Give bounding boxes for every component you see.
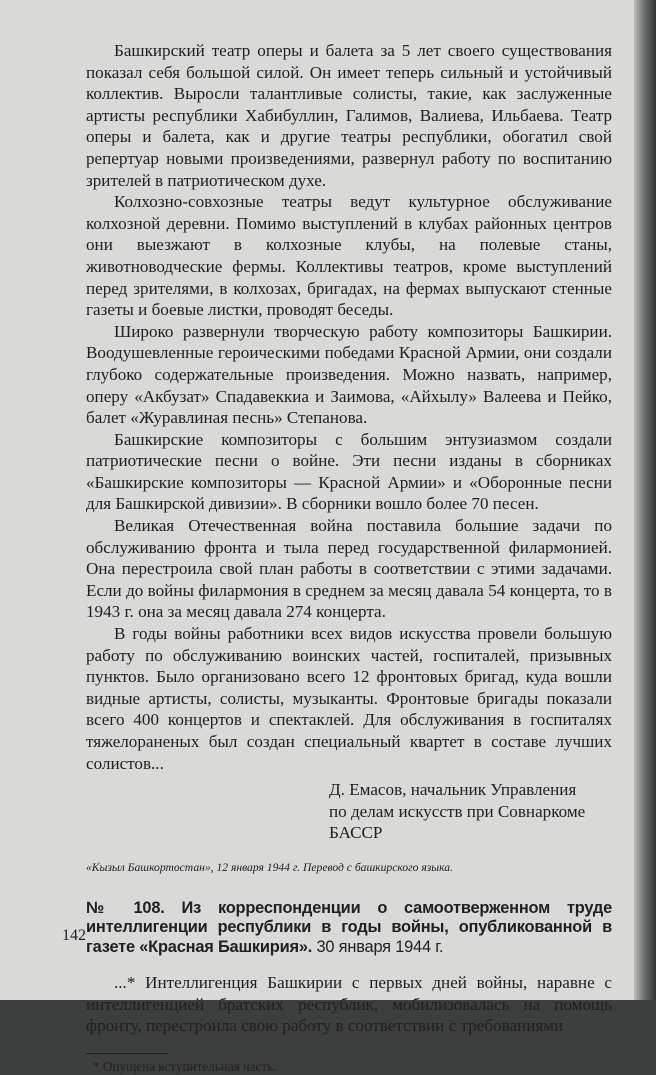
document-heading [86,899,612,957]
paragraph-front-brigades: В годы войны работники всех видов искусства провели большую работу по обслуживанию воинских частей, госпиталей, призывных пунктов. Было организовано всего 12 фронтовых бригад, куда вошли видные артисты, солисты, музыканты. Фронтовые бригады показали всего 400 концертов и спектаклей. Для обслуживания в госпиталях тяжелораненых был создан специальный квартет в составе лучших солистов... [86,624,612,773]
page-edge-shadow [634,0,656,1000]
document-body-paragraph: ...* Интеллигенция Башкирии с первых дней войны, наравне с интеллигенцией братских республик, мобилизовалась на помощь фронту, перестроила свою работу в соответствии с требованиями [86,973,612,1036]
document-body [86,972,612,1037]
page-text [86,40,612,1075]
signature-line-1: Д. Емасов, начальник Управления [329,780,577,800]
paragraph-philharmonic: Великая Отечественная война поставила большие задачи по обслуживанию фронта и тыла перед государственной филармонией. Она перестроила свой план работы в соответствии с этими задачами. Если до войны филармония в среднем за месяц давала 54 концерта, то в 1943 г. она за месяц давала 274 концерта. [86,516,612,622]
paragraph-patriotic-songs: Башкирские композиторы с большим энтузиазмом создали патриотические песни о войне. Эти песни изданы в сборниках «Башкирские композиторы — Красной Армии» и «Оборонные песни для Башкирской дивизии». В сборники вошло более 70 песен. [86,429,612,514]
paragraph-collective-farm-theatres: Колхозно-совхозные театры ведут культурное обслуживание колхозной деревни. Помимо выступлений в клубах районных центров они выезжают в колхозные клубы, на полевые станы, животноводческие фермы. Коллективы театров, кроме выступлений перед зрителями, в колхозах, бригадах, на фермах выпускают стенные газеты и боевые листки, проводят беседы. [86,192,612,320]
signature-line-3: БАССР [329,823,383,843]
page-number: 142 [62,927,86,944]
document-title: № 108. Из корреспонденции о самоотверженном труде интеллигенции республики в годы войны, опубликованной в газете «Красная Башкирия». [86,898,612,956]
footnote-divider [86,1053,168,1054]
paragraph-composers: Широко развернули творческую работу композиторы Башкирии. Воодушевленные героическими победами Красной Армии, они создали глубоко содержательные произведения. Можно назвать, например, оперу «Акбузат» Спадавеккиа и Заимова, «Айхылу» Валеева и Пейко, балет «Журавлиная песнь» Степанова. [86,321,612,428]
paragraph-opera-theatre: Башкирский театр оперы и балета за 5 лет своего существования показал себя большой силой. Он имеет теперь сильный и устойчивый коллектив. Выросли талантливые солисты, такие, как заслуженные артисты республики Хабибуллин, Галимов, Валиева, Ильбаева. Театр оперы и балета, как и другие театры республики, обогатил свой репертуар новыми произведениями, развернул работу по воспитанию зрителей в патриотическом духе. [86,41,612,190]
footnote: * Опущена вступительная часть. [93,1058,277,1074]
source-citation: «Кызыл Башкортостан», 12 января 1944 г. Перевод с башкирского языка. [86,860,453,874]
signature-line-2: по делам искусств при Совнаркоме [329,801,586,821]
document-date: 30 января 1944 г. [316,937,444,956]
signature-block [329,779,612,844]
